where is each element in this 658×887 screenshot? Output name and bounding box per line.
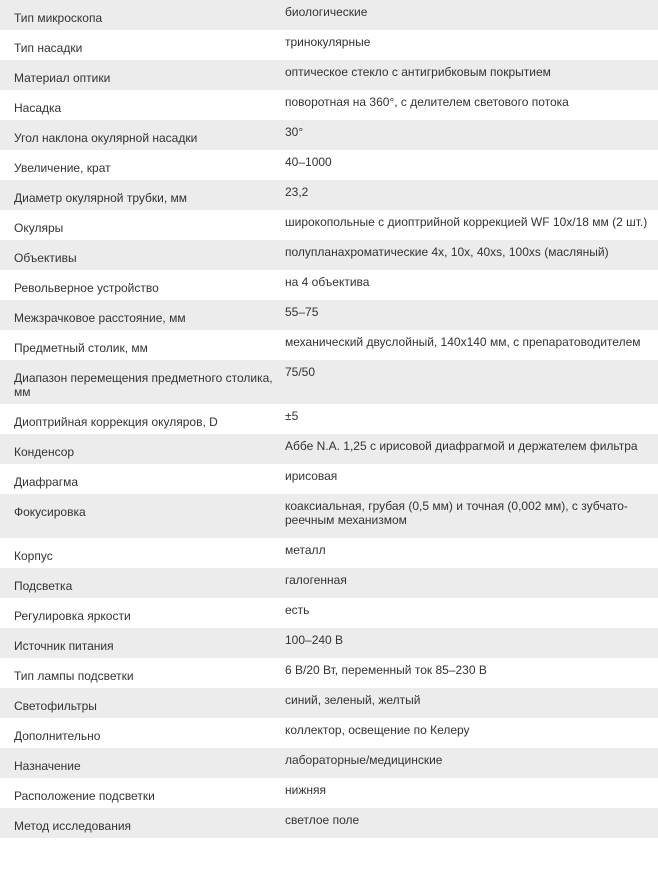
spec-label: Объективы	[0, 240, 273, 270]
spec-value: коаксиальная, грубая (0,5 мм) и точная (0,002 мм), с зубчато-реечным механизмом	[273, 494, 658, 538]
spec-row	[0, 464, 658, 494]
spec-label: Регулировка яркости	[0, 598, 273, 628]
spec-label: Метод исследования	[0, 808, 273, 838]
spec-label: Расположение подсветки	[0, 778, 273, 808]
spec-value: поворотная на 360°, с делителем светового потока	[273, 90, 658, 120]
spec-value: 40–1000	[273, 150, 658, 180]
spec-row	[0, 778, 658, 808]
spec-value: широкопольные с диоптрийной коррекцией WF 10x/18 мм (2 шт.)	[273, 210, 658, 240]
spec-label: Диаметр окулярной трубки, мм	[0, 180, 273, 210]
spec-row	[0, 120, 658, 150]
spec-label: Тип лампы подсветки	[0, 658, 273, 688]
spec-label: Тип микроскопа	[0, 0, 273, 30]
spec-row	[0, 180, 658, 210]
spec-row	[0, 240, 658, 270]
spec-value: лабораторные/медицинские	[273, 748, 658, 778]
spec-label: Межзрачковое расстояние, мм	[0, 300, 273, 330]
spec-row	[0, 404, 658, 434]
spec-row	[0, 330, 658, 360]
spec-value: 23,2	[273, 180, 658, 210]
spec-value: тринокулярные	[273, 30, 658, 60]
spec-label: Окуляры	[0, 210, 273, 240]
spec-value: галогенная	[273, 568, 658, 598]
spec-label: Фокусировка	[0, 494, 273, 538]
spec-value: синий, зеленый, желтый	[273, 688, 658, 718]
spec-label: Светофильтры	[0, 688, 273, 718]
spec-value: ирисовая	[273, 464, 658, 494]
spec-row	[0, 90, 658, 120]
spec-row	[0, 718, 658, 748]
spec-value: 75/50	[273, 360, 658, 404]
spec-label: Конденсор	[0, 434, 273, 464]
spec-label: Материал оптики	[0, 60, 273, 90]
spec-value: оптическое стекло с антигрибковым покрытием	[273, 60, 658, 90]
spec-value: полупланахроматические 4x, 10x, 40xs, 100xs (масляный)	[273, 240, 658, 270]
spec-label: Диафрагма	[0, 464, 273, 494]
spec-label: Корпус	[0, 538, 273, 568]
spec-label: Диапазон перемещения предметного столика, мм	[0, 360, 273, 404]
spec-value: 100–240 В	[273, 628, 658, 658]
spec-value: 30°	[273, 120, 658, 150]
spec-row	[0, 628, 658, 658]
spec-label: Тип насадки	[0, 30, 273, 60]
spec-row	[0, 748, 658, 778]
spec-value: механический двуслойный, 140x140 мм, с препаратоводителем	[273, 330, 658, 360]
spec-row	[0, 60, 658, 90]
spec-row	[0, 568, 658, 598]
spec-row	[0, 360, 658, 404]
spec-value: металл	[273, 538, 658, 568]
spec-row	[0, 494, 658, 538]
spec-label: Угол наклона окулярной насадки	[0, 120, 273, 150]
spec-label: Револьверное устройство	[0, 270, 273, 300]
spec-value: коллектор, освещение по Келеру	[273, 718, 658, 748]
spec-label: Насадка	[0, 90, 273, 120]
spec-label: Дополнительно	[0, 718, 273, 748]
spec-value: биологические	[273, 0, 658, 30]
spec-label: Предметный столик, мм	[0, 330, 273, 360]
spec-value: ±5	[273, 404, 658, 434]
spec-row	[0, 598, 658, 628]
spec-row	[0, 150, 658, 180]
spec-label: Подсветка	[0, 568, 273, 598]
spec-row	[0, 270, 658, 300]
spec-row	[0, 30, 658, 60]
spec-row	[0, 688, 658, 718]
spec-value: Аббе N.A. 1,25 с ирисовой диафрагмой и держателем фильтра	[273, 434, 658, 464]
spec-row	[0, 538, 658, 568]
spec-row	[0, 434, 658, 464]
spec-row	[0, 808, 658, 838]
spec-value: 55–75	[273, 300, 658, 330]
spec-row	[0, 210, 658, 240]
spec-row	[0, 0, 658, 30]
spec-row	[0, 658, 658, 688]
spec-value: нижняя	[273, 778, 658, 808]
spec-label: Источник питания	[0, 628, 273, 658]
spec-value: на 4 объектива	[273, 270, 658, 300]
spec-value: светлое поле	[273, 808, 658, 838]
spec-label: Диоптрийная коррекция окуляров, D	[0, 404, 273, 434]
spec-row	[0, 300, 658, 330]
spec-value: 6 В/20 Вт, переменный ток 85–230 В	[273, 658, 658, 688]
spec-value: есть	[273, 598, 658, 628]
spec-label: Назначение	[0, 748, 273, 778]
spec-label: Увеличение, крат	[0, 150, 273, 180]
